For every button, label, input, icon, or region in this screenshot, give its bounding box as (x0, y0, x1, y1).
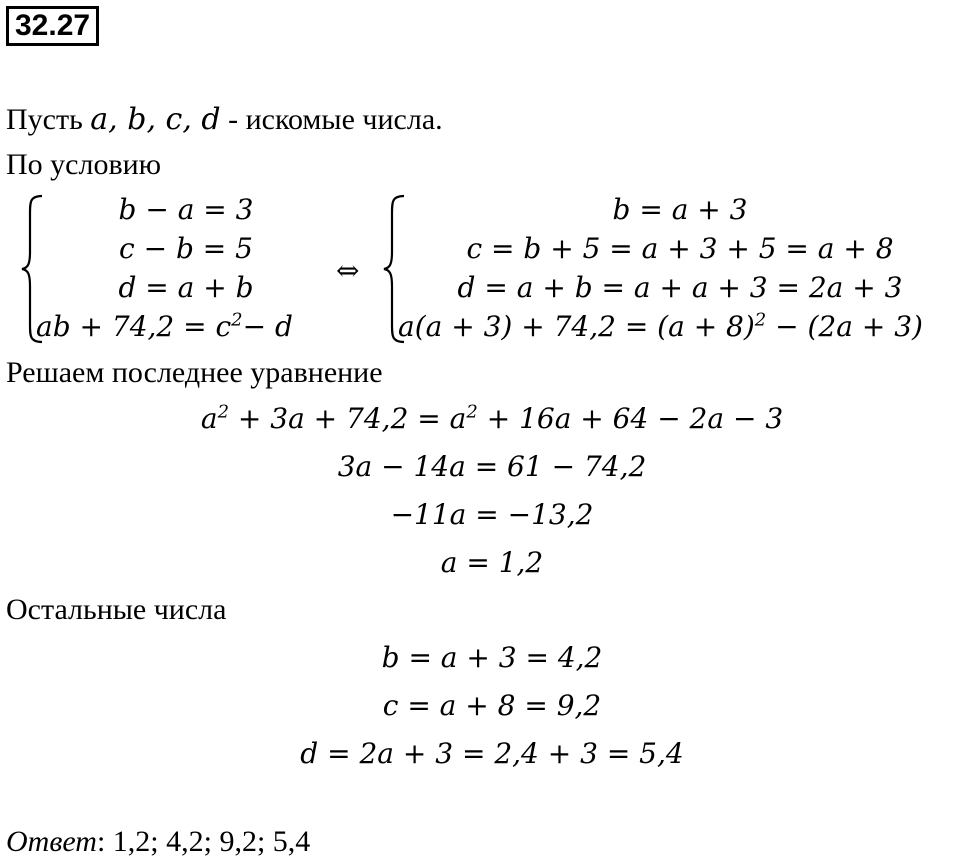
equivalence-symbol: ⇔ (336, 254, 360, 287)
solve-step-2: 3a − 14a = 61 − 74,2 (337, 450, 647, 483)
answer-line (6, 825, 310, 859)
intro-variables: a, b, c, d (90, 102, 221, 137)
others-label: Остальные числа (6, 593, 227, 626)
solve-step-4: a = 1,2 (440, 546, 544, 579)
right-eq-1: b = a + 3 (612, 193, 748, 226)
intro-line (6, 103, 443, 137)
left-eq-4: ab + $74,2 = c^2- d$ (36, 309, 293, 343)
other-b: b = a + 3 = 4,2 (381, 641, 603, 674)
other-c: c = a + 8 = 9,2 (382, 689, 602, 722)
answer-label: Ответ (6, 825, 97, 858)
solve-step-1: $a^2 + 3a + 74,2 = a^2 + 16a + 64 - 2a - 3$ (200, 401, 784, 435)
left-eq-1: b − a = 3 (118, 193, 254, 226)
solve-step-3: −11a = −13,2 (390, 498, 594, 531)
right-eq-4: $a(a + 3) + 74,2 = (a + 8)^2 - (2a + 3)$ (398, 309, 923, 343)
condition-label: По условию (6, 148, 162, 181)
intro-suffix: - искомые числа. (220, 103, 443, 136)
intro-prefix: Пусть (6, 103, 91, 136)
solve-label: Решаем последнее уравнение (6, 356, 383, 389)
left-eq-3: d = a + b (118, 271, 254, 304)
answer-value: : 1,2; 4,2; 9,2; 5,4 (96, 825, 311, 858)
left-eq-2: c − b = 5 (119, 232, 253, 265)
other-d: d = 2a + 3 = 2,4 + 3 = 5,4 (300, 737, 684, 770)
right-eq-2: c = b + 5 = a + 3 + 5 = a + 8 (466, 232, 894, 265)
problem-number: 32.27 (6, 6, 99, 46)
right-eq-3: d = a + b = a + a + 3 = 2a + 3 (457, 271, 903, 304)
